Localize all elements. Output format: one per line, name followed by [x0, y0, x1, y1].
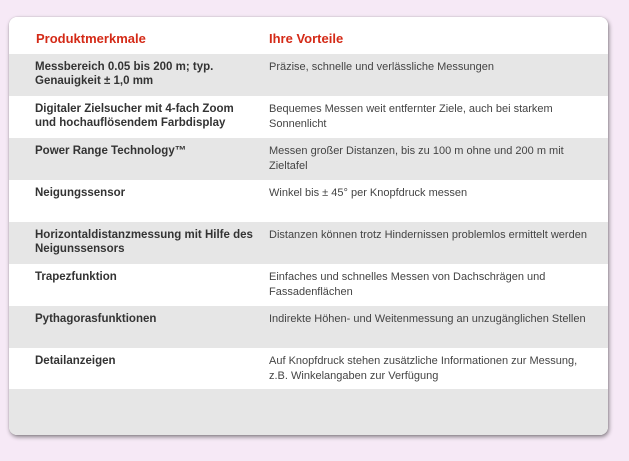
- header-feature: Produktmerkmale: [36, 31, 146, 46]
- feature-cell: Messbereich 0.05 bis 200 m; typ. Genauigkeit ± 1,0 mm: [35, 61, 214, 87]
- table-header: [9, 17, 608, 54]
- feature-cell: Digitaler Zielsucher mit 4-fach Zoom und hochauflösendem Farbdisplay: [35, 103, 234, 129]
- table-row: [9, 54, 608, 96]
- benefit-cell: Einfaches und schnelles Messen von Dachschrägen und Fassadenflächen: [269, 271, 546, 298]
- table-row: [9, 222, 608, 264]
- benefit-cell: Winkel bis ± 45° per Knopfdruck messen: [269, 187, 468, 199]
- header-benefit: Ihre Vorteile: [269, 31, 344, 46]
- feature-cell: Detailanzeigen: [35, 355, 116, 367]
- feature-cell: Trapezfunktion: [35, 271, 117, 283]
- benefit-cell: Indirekte Höhen- und Weitenmessung an unzugänglichen Stellen: [269, 313, 586, 325]
- benefit-cell: Auf Knopfdruck stehen zusätzliche Informationen zur Messung, z.B. Winkelangaben zur Verfügung: [269, 355, 578, 382]
- table-row: [9, 138, 608, 180]
- feature-cell: Pythagorasfunktionen: [35, 313, 157, 325]
- benefit-cell: Bequemes Messen weit entfernter Ziele, auch bei starkem Sonnenlicht: [269, 103, 553, 130]
- table-row: [9, 306, 608, 348]
- feature-cell: Neigungssensor: [35, 187, 126, 199]
- table-footer: [9, 389, 608, 435]
- feature-cell: Horizontaldistanzmessung mit Hilfe des Neigunssensors: [35, 229, 253, 255]
- table-row: [9, 348, 608, 389]
- table-row: [9, 180, 608, 222]
- benefit-cell: Präzise, schnelle und verlässliche Messungen: [269, 61, 495, 73]
- feature-table-card: [9, 17, 608, 435]
- table-row: [9, 96, 608, 138]
- feature-cell: Power Range Technology™: [35, 145, 187, 157]
- benefit-cell: Distanzen können trotz Hindernissen problemlos ermittelt werden: [269, 229, 587, 241]
- table-row: [9, 264, 608, 306]
- benefit-cell: Messen großer Distanzen, bis zu 100 m ohne und 200 m mit Zieltafel: [269, 145, 564, 172]
